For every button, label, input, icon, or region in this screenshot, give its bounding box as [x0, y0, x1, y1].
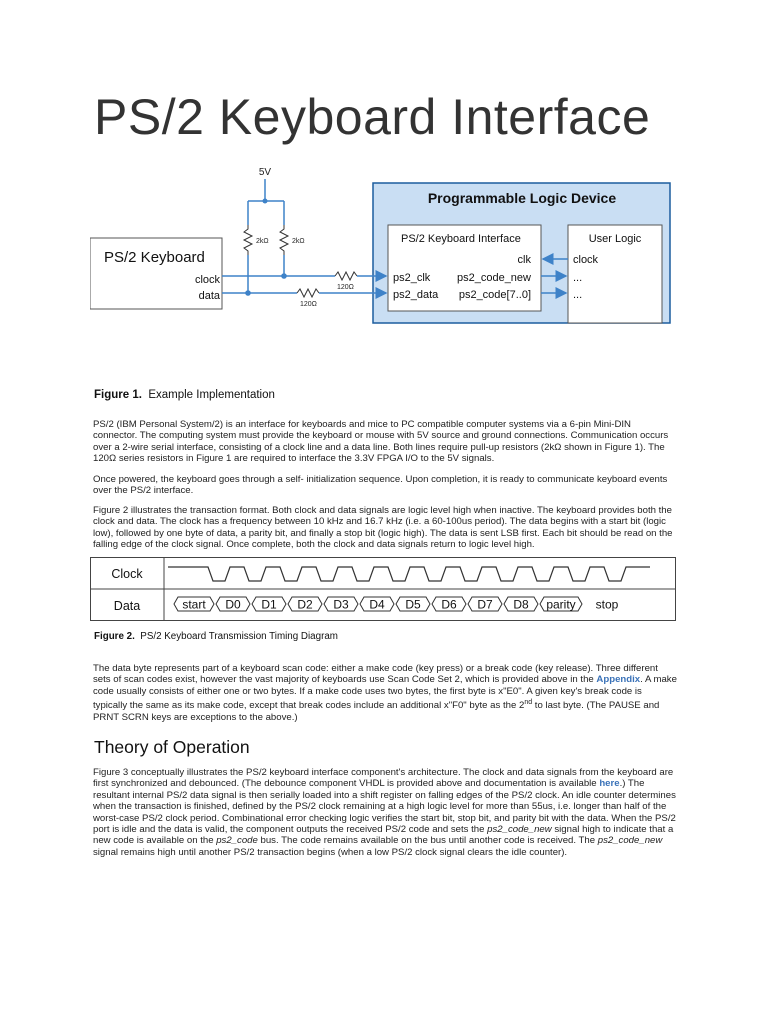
- user-logic-port-2: ...: [573, 289, 583, 301]
- data-bit-label: D0: [225, 597, 241, 612]
- supply-label: 5V: [258, 167, 272, 178]
- figure-1-caption: Figure 1. Example Implementation: [94, 389, 275, 401]
- data-bit-label: D2: [297, 597, 313, 612]
- data-bit-label: D4: [369, 597, 385, 612]
- interface-clk-port: clk: [517, 254, 531, 266]
- here-link[interactable]: here: [599, 778, 620, 790]
- series-resistor-top-label: 120Ω: [337, 284, 354, 291]
- interface-ps2-clk-port: ps2_clk: [393, 272, 431, 284]
- paragraph-intro: PS/2 (IBM Personal System/2) is an interface for keyboards and mice to PC compatible computer systems via a 6-pin Mini-DIN connector. The computing system must provide the keyboard or mouse with 5V source and ground connections. Communication occurs over a 2-wire serial interface, consisting of a clock line and a data line. Both lines require pull-up resistors (2kΩ shown in Figure 1). The 120Ω series resistors in Figure 1 are required to interface the 3.3V FPGA I/O to the 5V signals.: [93, 419, 669, 465]
- pld-title: Programmable Logic Device: [427, 190, 617, 206]
- timing-clock-label: Clock: [111, 567, 143, 581]
- interface-ps2-data-port: ps2_data: [393, 289, 439, 301]
- page-title: PS/2 Keyboard Interface: [94, 89, 651, 145]
- user-logic-port-1: ...: [573, 272, 583, 284]
- appendix-link[interactable]: Appendix: [596, 674, 641, 686]
- data-bit-label: stop: [595, 597, 619, 612]
- section-heading-theory: Theory of Operation: [94, 737, 250, 757]
- data-bit-label: D8: [513, 597, 529, 612]
- interface-code-new-port: ps2_code_new: [456, 272, 531, 284]
- keyboard-data-label: data: [198, 290, 220, 302]
- data-bit-label: start: [182, 597, 206, 612]
- data-bit-label: D6: [441, 597, 457, 612]
- paragraph-theory: Figure 3 conceptually illustrates the PS/2 keyboard interface component's architecture. The clock and data signals from the keyboard are first synchronized and debounced. (The debounce component VHDL is provided above and documentation is available here.) The resultant internal PS/2 data signal is then serially loaded into a shift register on falling edges of the PS/2 clock. An idle counter determines when the transaction is finished, defined by the PS/2 clock remaining at a high logic level for more than 55us, i.e. longer than half of the worst-case PS/2 clock period. Combinational error checking logic verifies the start bit, stop bit, and parity bit with the data. When the PS/2 port is idle and the data is valid, the component outputs the received PS/2 code and sets the ps2_code_new signal high to indicate that a new code is available on the ps2_code bus. The code remains available on the bus until another code is received. The ps2_code_new signal remains high until another PS/2 transaction begins (when a low PS/2 clock signal clears the idle counter).: [93, 767, 676, 858]
- data-bit-label: D5: [405, 597, 421, 612]
- figure-2-timing-diagram: [90, 557, 676, 621]
- pullup-right-label: 2kΩ: [292, 238, 305, 245]
- paragraph-power-up: Once powered, the keyboard goes through a self- initialization sequence. Upon completion, it is ready to communicate keyboard events over the PS/2 interface.: [93, 474, 668, 497]
- pullup-left-label: 2kΩ: [256, 238, 269, 245]
- data-bit-label: D1: [261, 597, 277, 612]
- user-logic-clock-port: clock: [573, 254, 599, 266]
- series-resistor-bottom-label: 120Ω: [300, 301, 317, 308]
- data-bit-label: D7: [477, 597, 493, 612]
- data-bit-label: D3: [333, 597, 349, 612]
- interface-title: PS/2 Keyboard Interface: [401, 233, 521, 245]
- paragraph-transaction: Figure 2 illustrates the transaction format. Both clock and data signals are logic level high when inactive. The keyboard provides both the clock and data. The clock has a frequency between 10 kHz and 16.7 kHz (i.e. a 60-100us period). The data begins with a start bit (logic low), followed by one byte of data, a parity bit, and finally a stop bit (logic high). The data is sent LSB first. Each bit should be read on the falling edge of the clock signal. Once complete, both the clock and data signals return to logic level high.: [93, 505, 673, 551]
- interface-code-port: ps2_code[7..0]: [458, 289, 531, 301]
- keyboard-clock-label: clock: [194, 274, 220, 286]
- figure-1-schematic: [90, 165, 680, 325]
- timing-data-label: Data: [113, 599, 141, 613]
- figure-2-caption: Figure 2. PS/2 Keyboard Transmission Timing Diagram: [94, 631, 338, 642]
- user-logic-title: User Logic: [588, 233, 642, 245]
- keyboard-title: PS/2 Keyboard: [104, 249, 205, 266]
- paragraph-scan-codes: The data byte represents part of a keyboard scan code: either a make code (key press) or a break code (key release). Three different sets of scan codes exist, however the vast majority of keyboards use Scan Code Set 2, which is provided above in the Appendix. A make code usually consists of either one or two bytes. If a make code uses two bytes, the first byte is x"E0". A given key's break code is typically the same as its make code, except that break codes include an additional x"F0" byte as the 2nd to last byte. (The PAUSE and PRNT SCRN keys are exceptions to the above.): [93, 663, 677, 723]
- data-bit-label: parity: [546, 597, 576, 612]
